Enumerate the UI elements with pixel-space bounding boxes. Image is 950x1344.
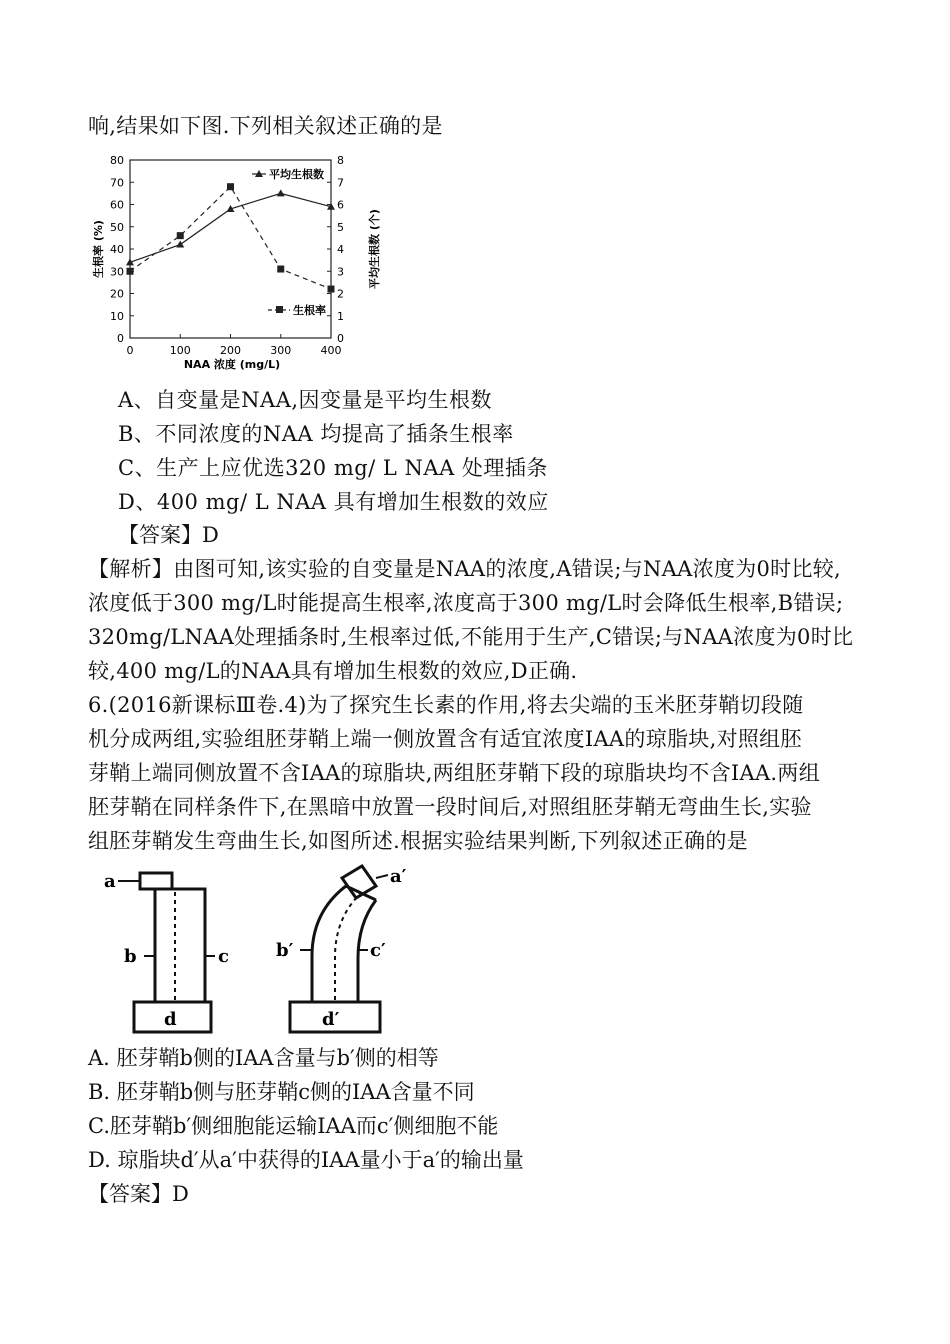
q6-option-c: C.胚芽鞘b′侧细胞能运输IAA而c′侧细胞不能 xyxy=(88,1114,499,1138)
right-tick-label-6: 6 xyxy=(337,198,344,212)
right-tick-label-5: 5 xyxy=(337,220,344,234)
right-tick-label-1: 1 xyxy=(337,309,344,323)
series-line-0 xyxy=(130,193,331,262)
q6-stem-line-1: 6.(2016新课标Ⅲ卷.4)为了探究生长素的作用,将去尖端的玉米胚芽鞘切段随 xyxy=(88,693,804,717)
q6-option-d: D. 琼脂块d′从a′中获得的IAA量小于a′的输出量 xyxy=(88,1148,524,1172)
left-tick-label-7: 70 xyxy=(110,176,124,190)
q5-option-a: A、自变量是NAA,因变量是平均生根数 xyxy=(118,388,493,412)
q6-stem-line-2: 机分成两组,实验组胚芽鞘上端一侧放置含有适宜浓度IAA的琼脂块,对照组胚 xyxy=(88,727,802,751)
q6-option-b: B. 胚芽鞘b侧与胚芽鞘c侧的IAA含量不同 xyxy=(88,1080,475,1104)
x-tick-label-1: 100 xyxy=(169,344,191,357)
legend-bottom-right xyxy=(268,303,326,317)
label-a-prime: a′ xyxy=(390,866,407,887)
left-tick-label-6: 60 xyxy=(110,198,124,212)
x-axis-label: NAA 浓度 (mg/L) xyxy=(183,358,281,371)
legend-top-right xyxy=(252,167,324,181)
series-0-point-3 xyxy=(277,189,285,196)
series-1-point-4 xyxy=(328,286,335,293)
label-b-prime: b′ xyxy=(276,940,294,961)
q6-answer: 【答案】D xyxy=(88,1182,189,1206)
q5-analysis-line-3: 320mg/LNAA处理插条时,生根率过低,不能用于生产,C错误;与NAA浓度为0时比 xyxy=(88,625,854,649)
intro-text: 响,结果如下图.下列相关叙述正确的是 xyxy=(88,114,443,138)
series-1-point-0 xyxy=(127,268,134,275)
x-tick-label-3: 300 xyxy=(270,344,292,357)
legend-rooting-rate: 生根率 xyxy=(293,304,326,317)
right-tick-label-7: 7 xyxy=(337,176,344,190)
series-0-point-1 xyxy=(176,241,184,248)
agar-block-a xyxy=(140,873,172,889)
right-tick-label-0: 0 xyxy=(337,332,344,345)
right-tick-label-2: 2 xyxy=(337,287,344,301)
label-d: d xyxy=(164,1009,177,1030)
left-tick-label-8: 80 xyxy=(110,154,124,167)
legend-square-marker xyxy=(276,306,283,313)
x-tick-label-0: 0 xyxy=(126,344,134,357)
q5-option-b: B、不同浓度的NAA 均提高了插条生根率 xyxy=(118,422,514,446)
q5-analysis-line-2: 浓度低于300 mg/L时能提高生根率,浓度高于300 mg/L时会降低生根率,B错误; xyxy=(88,591,844,615)
left-tick-label-4: 40 xyxy=(110,243,124,256)
right-tick-label-8: 8 xyxy=(337,154,344,167)
right-axis-label: 平均生根数 (个) xyxy=(368,209,381,289)
left-tick-label-5: 50 xyxy=(110,220,124,234)
x-tick-label-2: 200 xyxy=(220,344,241,357)
q5-option-c: C、生产上应优选320 mg/ L NAA 处理插条 xyxy=(118,456,548,480)
label-a: a xyxy=(104,871,116,892)
label-c: c xyxy=(218,946,229,967)
label-c-prime: c′ xyxy=(370,940,386,961)
q5-analysis-line-4: 较,400 mg/L的NAA具有增加生根数的效应,D正确. xyxy=(88,659,578,683)
left-tick-label-3: 30 xyxy=(110,265,124,279)
coleoptile-left-edge xyxy=(312,886,346,1002)
left-axis-label: 生根率 (%) xyxy=(92,220,105,278)
legend-avg-roots: 平均生根数 xyxy=(269,168,324,181)
q6-stem-line-5: 组胚芽鞘发生弯曲生长,如图所述.根据实验结果判断,下列叙述正确的是 xyxy=(88,829,748,853)
label-b: b xyxy=(124,946,137,967)
right-tick-label-4: 4 xyxy=(337,243,344,256)
label-d-prime: d′ xyxy=(322,1009,340,1030)
left-tick-label-1: 10 xyxy=(110,309,124,323)
series-1-point-2 xyxy=(227,183,234,190)
x-tick-label-4: 400 xyxy=(320,344,342,357)
series-1-point-1 xyxy=(177,232,184,239)
q5-analysis-line-1: 【解析】由图可知,该实验的自变量是NAA的浓度,A错误;与NAA浓度为0时比较, xyxy=(88,557,842,581)
series-line-1 xyxy=(130,187,331,289)
series-1-point-3 xyxy=(277,266,284,273)
left-tick-label-2: 20 xyxy=(110,287,124,301)
q6-stem-line-3: 芽鞘上端同侧放置不含IAA的琼脂块,两组胚芽鞘下段的琼脂块均不含IAA.两组 xyxy=(88,761,821,785)
q6-option-a: A. 胚芽鞘b侧的IAA含量与b′侧的相等 xyxy=(88,1046,439,1070)
right-axis-ticks xyxy=(327,154,344,345)
left-tick-label-0: 0 xyxy=(117,332,124,345)
q5-option-d: D、400 mg/ L NAA 具有增加生根数的效应 xyxy=(118,490,549,514)
naa-line-chart xyxy=(82,150,382,380)
right-tick-label-3: 3 xyxy=(337,265,344,279)
q5-answer: 【答案】D xyxy=(118,523,219,547)
coleoptile-straight xyxy=(155,889,205,1002)
coleoptile-diagram xyxy=(100,860,440,1040)
q6-stem-line-4: 胚芽鞘在同样条件下,在黑暗中放置一段时间后,对照组胚芽鞘无弯曲生长,实验 xyxy=(88,795,812,819)
series-layer xyxy=(126,183,335,292)
